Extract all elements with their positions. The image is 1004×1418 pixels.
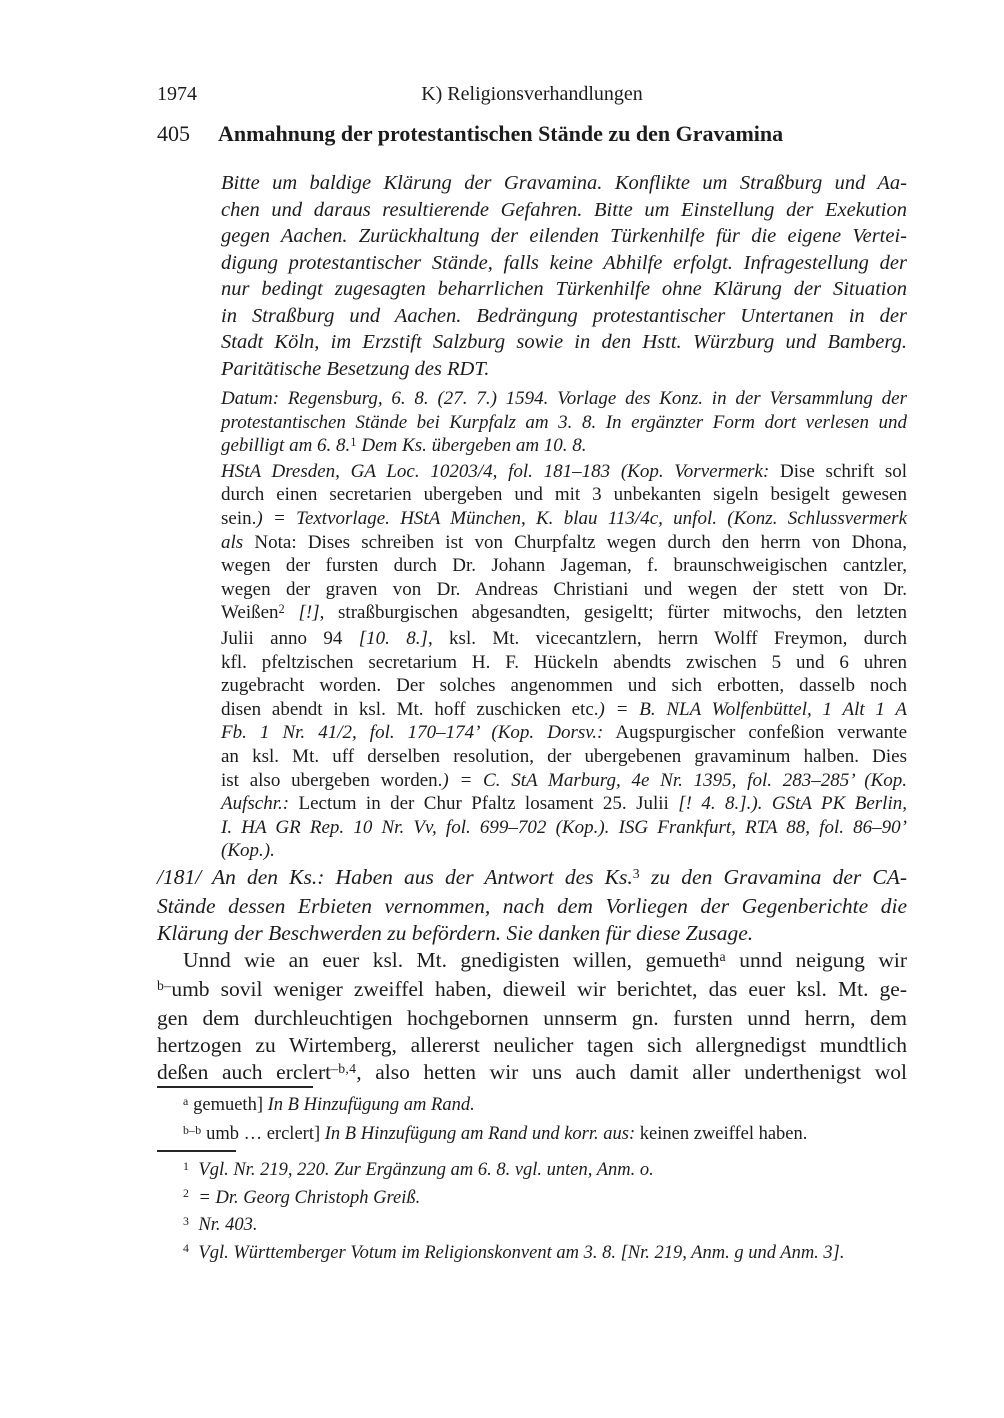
doc-title: Anmahnung der protestantischen Stände zu den Gravamina: [218, 121, 784, 146]
regest-block: [221, 170, 907, 382]
letter-footnote-rule: [157, 1086, 313, 1088]
text-line: nur bedingt zugesagten beharrlichen Türkenhilfe ohne Klärung der Situation: [221, 278, 907, 300]
text-line: Klärung der Beschwerden zu befördern. Sie danken für diese Zusage.: [157, 921, 754, 945]
text-line: digung protestantischer Stände, falls keine Abhilfe erfolgt. Infragestellung der: [221, 251, 907, 274]
text-line: wegen der fursten durch Dr. Johann Jageman, f. braunschweigischen cantzler,: [221, 555, 907, 577]
text-line: Datum: Regensburg, 6. 8. (27. 7.) 1594. Vorlage des Konz. in der Versammlung der: [221, 388, 907, 409]
text-line: in Straßburg und Aachen. Bedrängung protestantischer Untertanen in der: [221, 304, 907, 327]
text-line: disen abendt in ksl. Mt. hoff zuschicken etc.) = B. NLA Wolfenbüttel, 1 Alt 1 A: [221, 698, 907, 720]
text-line: $^{b-}$umb sovil weniger zweiffel haben, dieweil wir berichtet, das euer ksl. Mt. ge-: [157, 977, 907, 1001]
letter-footnotes: [157, 1091, 907, 1149]
text-line: wegen der graven von Dr. Andreas Christiani und wegen der stett von Dr.: [221, 578, 907, 600]
page-header: [157, 82, 907, 106]
body-paragraph-2: [157, 947, 907, 1088]
record-block: [221, 387, 907, 863]
text-line: hertzogen zu Wirtemberg, allererst neulicher tagen sich allergnedigst mundtlich: [157, 1033, 907, 1057]
text-line: an ksl. Mt. uff derselben resolution, der ubergebenen gravaminum halben. Dies: [221, 745, 907, 767]
number-footnotes: [157, 1157, 907, 1267]
text-line: deßen auch erclert$^{-b,4}$, also hetten wir uns auch damit aller underthenigst wol: [157, 1060, 907, 1084]
section-title: K) Religionsverhandlungen: [421, 83, 643, 105]
text-line: (Kop.).: [221, 840, 275, 862]
text-line: $^a$ gemueth] In B Hinzufügung am Rand.: [183, 1093, 475, 1115]
text-line: Weißen$^2$ [!], straßburgischen abgesandten, gesigeltt; fürter mitwochs, den letzten: [221, 601, 907, 624]
text-line: HStA Dresden, GA Loc. 10203/4, fol. 181–183 (Kop. Vorvermerk: Dise schrift sol: [221, 460, 907, 482]
text-line: I. HA GR Rep. 10 Nr. Vv, fol. 699–702 (Kop.). ISG Frankfurt, RTA 88, fol. 86–90’: [221, 816, 907, 838]
body-paragraph-1: [157, 864, 907, 947]
text-line: sein.) = Textvorlage. HStA München, K. blau 113/4c, unfol. (Konz. Schlussvermerk: [221, 507, 907, 529]
number-footnote-rule: [157, 1150, 236, 1152]
doc-number: 405: [157, 121, 190, 146]
body-text: [157, 864, 907, 1088]
text-line: $^2$ = Dr. Georg Christoph Greiß.: [183, 1186, 421, 1208]
text-line: Stände dessen Erbieten vernommen, nach dem Vorliegen der Gegenberichte die: [157, 894, 907, 918]
text-line: zugebracht worden. Der solches angenommen und sich erbotten, dasselb noch: [221, 675, 907, 697]
text-line: $^{b-b}$ umb … erclert] In B Hinzufügung am Rand und korr. aus: keinen zweiffel haben.: [183, 1122, 808, 1144]
text-line: gen dem durchleuchtigen hochgebornen unnserm gn. fursten unnd herrn, dem: [157, 1006, 907, 1030]
page-number: 1974: [157, 83, 197, 105]
text-line: ist also ubergeben worden.) = C. StA Marburg, 4e Nr. 1395, fol. 283–285’ (Kop.: [221, 769, 907, 791]
text-line: Stadt Köln, im Erzstift Salzburg sowie in den Hstt. Würzburg und Bamberg.: [221, 331, 907, 353]
text-line: Unnd wie an euer ksl. Mt. gnedigisten willen, gemueth$^a$ unnd neigung wir: [183, 948, 907, 972]
text-line: $^4$ Vgl. Württemberger Votum im Religionskonvent am 3. 8. [Nr. 219, Anm. g und Anm. 3].: [183, 1241, 845, 1263]
text-line: Fb. 1 Nr. 41/2, fol. 170–174’ (Kop. Dorsv.: Augspurgischer confeßion verwante: [221, 722, 908, 744]
text-line: durch einen secretarien ubergeben und mit 3 unbekanten sigeln besigelt gewesen: [221, 484, 907, 506]
text-line: chen und daraus resultierende Gefahren. Bitte um Einstellung der Exekution: [221, 198, 907, 221]
text-line: protestantischen Stände bei Kurpfalz am 3. 8. In ergänzter Form dort verlesen und: [221, 411, 907, 433]
text-line: kfl. pfeltzischen secretarium H. F. Hückeln abendts zwischen 5 und 6 uhren: [221, 651, 907, 673]
text-line: gebilligt am 6. 8.$^1$ Dem Ks. übergeben am 10. 8.: [221, 434, 587, 457]
text-line: als Nota: Dises schreiben ist von Churpfaltz wegen durch den herrn von Dhona,: [221, 531, 907, 553]
text-line: Bitte um baldige Klärung der Gravamina. Konflikte um Straßburg und Aa-: [221, 172, 907, 194]
text-line: Aufschr.: Lectum in der Chur Pfaltz losament 25. Julii [! 4. 8.].). GStA PK Berlin,: [221, 793, 907, 815]
text-line: Paritätische Besetzung des RDT.: [221, 357, 490, 380]
text-line: /181/ An den Ks.: Haben aus der Antwort des Ks.$^3$ zu den Gravamina der CA-: [157, 865, 908, 889]
text-line: gegen Aachen. Zurückhaltung der eilenden Türkenhilfe für die eigene Vertei-: [221, 225, 907, 247]
text-line: Julii anno 94 [10. 8.], ksl. Mt. vicecantzlern, herrn Wolff Freymon, durch: [221, 627, 907, 649]
text-line: $^3$ Nr. 403.: [183, 1213, 258, 1235]
text-line: $^1$ Vgl. Nr. 219, 220. Zur Ergänzung am 6. 8. vgl. unten, Anm. o.: [183, 1158, 654, 1180]
